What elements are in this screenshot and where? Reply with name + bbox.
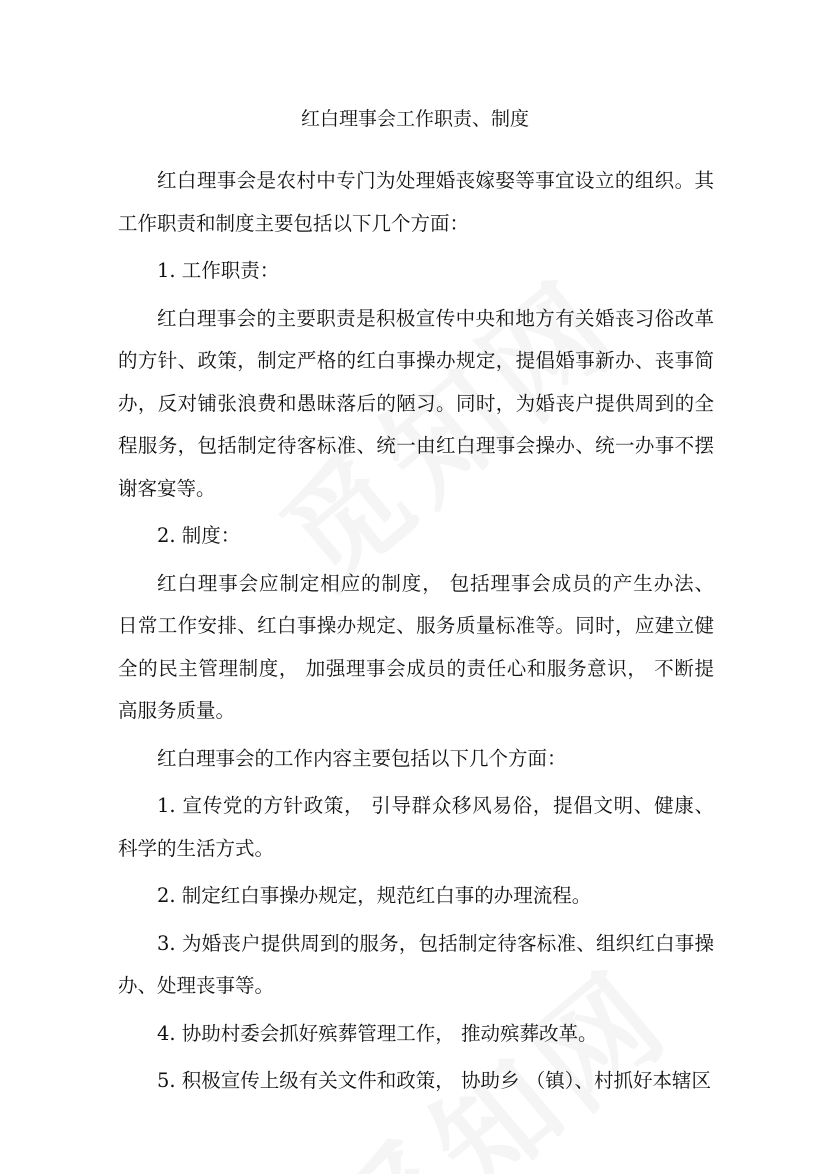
document-title: 红白理事会工作职责、制度 bbox=[300, 108, 529, 130]
list-item: 1. 宣传党的方针政策， 引导群众移风易俗，提倡文明、健康、科学的生活方式。 bbox=[118, 794, 714, 860]
work-content-intro: 红白理事会的工作内容主要包括以下几个方面： bbox=[157, 746, 567, 770]
list-item: 5. 积极宣传上级有关文件和政策， 协助乡 （镇）、村抓好本辖区 bbox=[157, 1069, 711, 1092]
section-heading-duties: 1. 工作职责： bbox=[157, 259, 280, 282]
system-paragraph: 红白理事会应制定相应的制度， 包括理事会成员的产生办法、 日常工作安排、红白事操办规定、服务质量标准等。同时，应建立健全的民主管理制度， 加强理事会成员的责任心和服务意识， 不断提高服务质量。 bbox=[118, 571, 714, 722]
list-item: 2. 制定红白事操办规定，规范红白事的办理流程。 bbox=[157, 884, 592, 907]
section-heading-system: 2. 制度： bbox=[157, 524, 241, 547]
document-body bbox=[118, 160, 714, 1103]
list-item: 4. 协助村委会抓好殡葬管理工作， 推动殡葬改革。 bbox=[157, 1021, 598, 1045]
list-item: 3. 为婚丧户提供周到的服务，包括制定待客标准、组织红白事操办、处理丧事等。 bbox=[118, 931, 714, 997]
intro-paragraph: 红白理事会是农村中专门为处理婚丧嫁娶等事宜设立的组织。其工作职责和制度主要包括以下几个方面： bbox=[118, 169, 714, 235]
duties-paragraph: 红白理事会的主要职责是积极宣传中央和地方有关婚丧习俗改革的方针、政策，制定严格的红白事操办规定，提倡婚事新办、丧事简办，反对铺张浪费和愚昧落后的陋习。同时，为婚丧户提供周到的全程服务，包括制定待客标准、统一由红白理事会操办、统一办事不摆谢客宴等。 bbox=[118, 306, 714, 500]
